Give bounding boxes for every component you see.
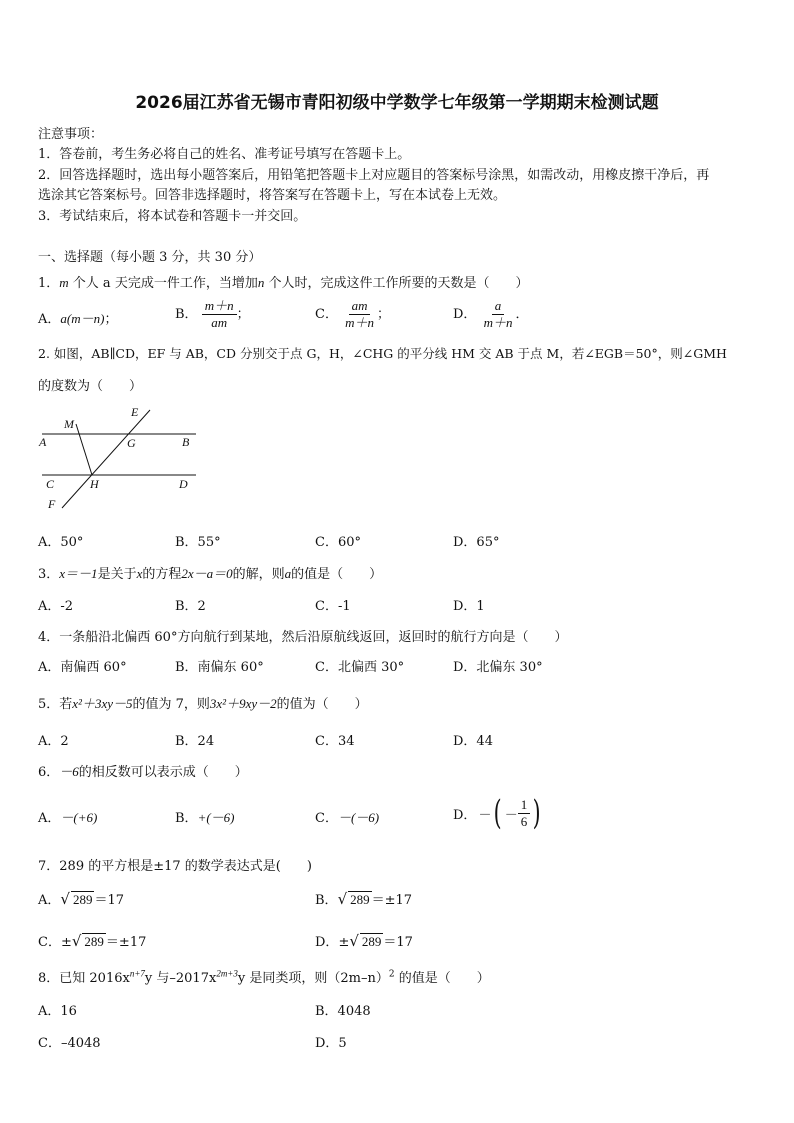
page-title: 2026届江苏省无锡市青阳初级中学数学七年级第一学期期末检测试题 [135,93,659,113]
sqrt-icon: √ [349,932,359,950]
q1-option-d [453,298,528,331]
q1-text: 个人时，完成这件工作所要的天数是（ ） [264,276,529,291]
q8-option-b: B．4048 [315,1004,371,1019]
q8-text: 8．已知 2016x [38,971,130,986]
q3-number: 3． [38,567,60,582]
option-label: B． [315,893,338,908]
notice-item: 1．答卷前，考生务必将自己的姓名、准考证号填写在答题卡上。 [38,147,411,162]
option-rhs: ＝±17 [105,935,147,950]
option-expr: －(+6) [60,810,98,825]
radicand: 289 [84,934,104,949]
option-rhs: ＝17 [383,935,413,950]
q6-option-a [38,807,97,826]
question-6 [38,761,248,780]
label-m: M [64,417,74,431]
question-2-cont: 的度数为（ ） [38,379,143,394]
q1-text: 1． [38,276,60,291]
fraction [202,298,237,331]
fraction [342,298,377,331]
option-tail: ； [104,312,118,327]
label-a: A [39,435,47,449]
q6-number: 6． [38,765,60,780]
q5-option-b: B．24 [175,734,215,749]
q5-option-d: D．44 [453,734,493,749]
fraction [518,797,531,830]
q5-text: 的值为 7，则 [132,697,210,712]
q4-option-a: A．南偏西 60° [38,660,127,675]
denominator: am [211,315,228,330]
q3-expr: 2x－a＝0 [181,566,233,581]
q2-option-d: D．65° [453,535,500,550]
q5-text: 的值为（ ） [276,697,368,712]
sqrt-icon: √ [71,932,82,950]
option-label: C． [315,307,338,322]
option-label: D． [315,935,339,950]
q3-var: x [136,566,143,581]
notice-item: 选涂其它答案标号。回答非选择题时，将答案写在答题卡上，写在本试卷上无效。 [38,188,507,203]
q8-text: 的值是（ ） [394,971,490,986]
numerator: m＋n [202,298,237,315]
line-hm [76,424,92,475]
q4-option-b: B．南偏东 60° [175,660,264,675]
notice-item: 3．考试结束后，将本试卷和答题卡一并交回。 [38,209,307,224]
q4-option-c: C．北偏西 30° [315,660,405,675]
option-label: C． [315,811,338,826]
notice-item: 2．回答选择题时，选出每小题答案后，用铅笔把答题卡上对应题目的答案标号涂黑，如需改动，用橡皮擦干净后，再 [38,168,710,183]
question-2: 2. 如图，AB∥CD，EF 与 AB，CD 分别交于点 G，H，∠CHG 的平分线 HM 交 AB 于点 M，若∠EGB＝50°，则∠GMH [38,346,727,361]
option-label: D． [453,807,477,823]
q1-option-c [315,298,390,331]
option-rhs: ＝±17 [371,893,413,908]
option-sign: － [504,807,518,823]
q3-option-c: C．-1 [315,599,351,614]
question-4: 4．一条船沿北偏西 60°方向航行到某地，然后沿原航线返回，返回时的航行方向是（ ） [38,630,568,645]
q8-text: y 是同类项，则（2m–n） [237,971,389,986]
option-sign: ± [338,935,350,950]
option-sign: － [478,807,492,823]
option-expr: +(－6) [197,810,235,825]
q3-text: 的方程 [142,567,182,582]
sqrt-icon: √ [60,890,70,908]
q6-expr: －6 [59,764,79,779]
q7-option-d [315,931,413,950]
radicand: 289 [361,934,382,949]
option-label: B． [175,307,198,322]
option-tail: ； [236,307,250,322]
option-expr: －(－6) [337,810,380,825]
q6-text: 的相反数可以表示成（ ） [78,765,248,780]
option-label: A． [38,811,61,826]
label-h: H [90,477,99,491]
label-e: E [131,405,139,419]
question-8 [38,967,490,986]
label-c: C [46,477,55,491]
q1-var-m: m [59,275,69,290]
right-paren: ) [532,793,541,833]
q3-expr: x＝－1 [59,566,98,581]
q2-option-b: B．55° [175,535,221,550]
geometry-figure [38,398,208,514]
q6-option-c [315,807,379,826]
label-d: D [179,477,188,491]
option-label: B． [175,811,198,826]
option-expr: a(m－n) [60,311,105,326]
fraction [481,298,516,331]
q6-option-d [453,794,544,832]
option-label: A． [38,893,61,908]
q3-var: a [284,566,292,581]
q8-exponent: 2 [388,969,395,980]
denominator: m＋n [345,315,374,330]
numerator: am [349,298,371,315]
q3-option-d: D．1 [453,599,485,614]
q2-option-c: C．60° [315,535,361,550]
sqrt-icon: √ [337,890,348,908]
q8-text: y 与–2017x [144,971,217,986]
line-ef [62,410,150,508]
q7-option-b [315,889,412,908]
numerator: 1 [518,797,531,814]
q3-text: 是关于 [97,567,137,582]
notice-heading: 注意事项： [38,127,104,142]
question-3 [38,563,382,582]
q1-option-b [175,298,250,331]
denominator: m＋n [483,315,513,330]
q2-option-a: A．50° [38,535,84,550]
q1-option-a [38,308,117,327]
q5-text: 5．若 [38,697,73,712]
q7-option-c [38,931,146,950]
radicand: 289 [350,892,370,907]
q5-expr: 3x²＋9xy－2 [209,696,277,711]
option-label: A． [38,312,61,327]
q4-option-d: D．北偏东 30° [453,660,543,675]
option-label: C． [38,935,61,950]
option-sign: ± [60,935,72,950]
q1-var-n: n [257,275,265,290]
question-1 [38,272,528,291]
q3-text: 的解，则 [232,567,285,582]
q1-text: 个人 a 天完成一件工作，当增加 [68,276,258,291]
q8-option-a: A．16 [38,1004,77,1019]
q3-option-b: B．2 [175,599,206,614]
q6-option-b [175,807,235,826]
q5-expr: x²＋3xy－5 [72,696,133,711]
option-tail: ． [515,307,529,322]
section-heading: 一、选择题（每小题 3 分，共 30 分） [38,250,262,265]
label-g: G [127,436,136,450]
q3-text: 的值是（ ） [291,567,383,582]
q5-option-a: A．2 [38,734,69,749]
numerator: a [492,298,505,315]
option-label: D． [453,307,477,322]
q8-exponent: 2m+3 [216,968,238,979]
radicand: 289 [72,892,93,907]
q7-option-a [38,889,124,908]
q8-option-c: C．–4048 [38,1036,101,1051]
label-f: F [48,497,56,511]
q5-option-c: C．34 [315,734,355,749]
denominator: 6 [520,813,528,829]
left-paren: ( [494,793,503,833]
option-rhs: ＝17 [94,893,124,908]
option-tail: ； [376,307,390,322]
q8-option-d: D．5 [315,1036,347,1051]
question-7: 7．289 的平方根是±17 的数学表达式是( ) [38,859,312,874]
label-b: B [182,435,190,449]
question-5 [38,693,368,712]
q8-exponent: n+7 [129,968,145,979]
q3-option-a: A．-2 [38,599,74,614]
